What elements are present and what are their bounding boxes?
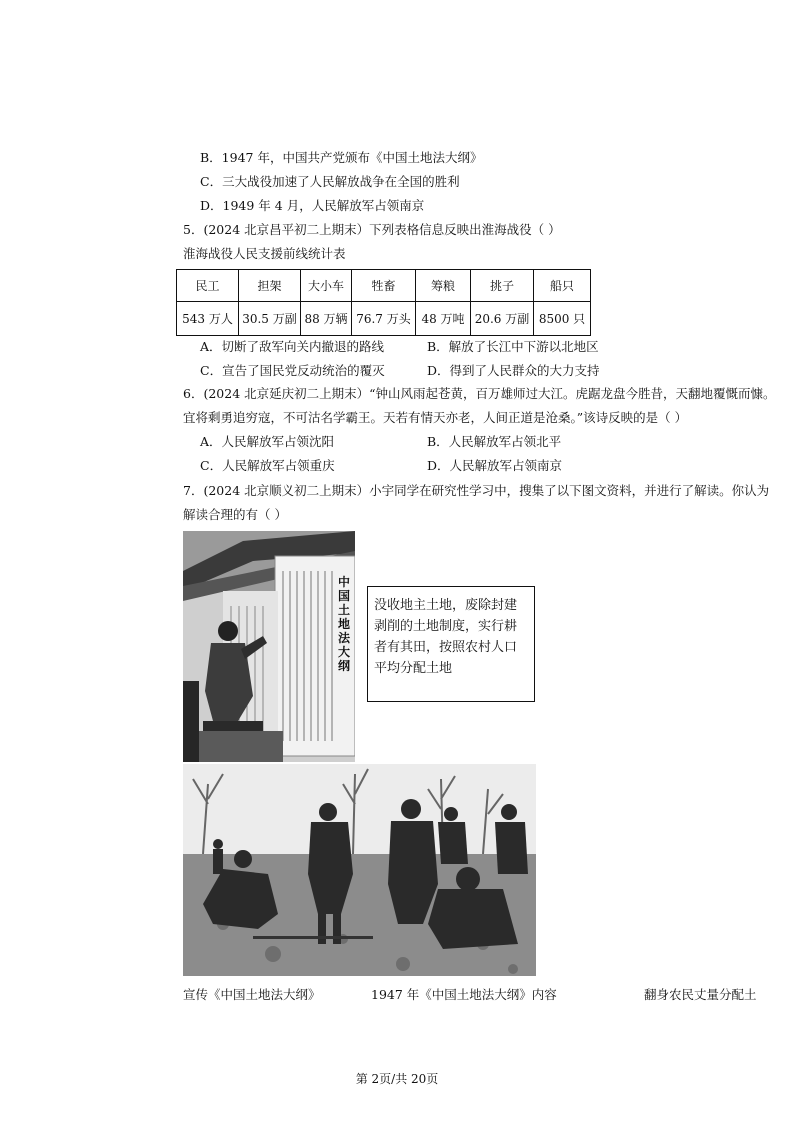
option-b: B．1947 年，中国共产党颁布《中国土地法大纲》 bbox=[200, 150, 483, 165]
q5-option-a: A．切断了敌军向关内撤退的路线 bbox=[200, 339, 385, 354]
land-measuring-photo bbox=[183, 764, 536, 976]
q7-stem-line2: 解读合理的有（ ） bbox=[183, 507, 287, 522]
table-value-cell: 88 万辆 bbox=[301, 302, 352, 336]
q5-table-title: 淮海战役人民支援前线统计表 bbox=[183, 246, 346, 261]
table-value-cell: 30.5 万副 bbox=[239, 302, 301, 336]
q7-stem-line1: 7．(2024 北京顺义初二上期末）小宇同学在研究性学习中，搜集了以下图文资料，并进行了解读。你认为 bbox=[183, 483, 770, 498]
table-header-cell: 船只 bbox=[534, 270, 591, 302]
page-footer: 第 2页/共 20页 bbox=[355, 1072, 439, 1086]
table-value-cell: 8500 只 bbox=[534, 302, 591, 336]
table-value-cell: 20.6 万副 bbox=[471, 302, 534, 336]
table-header-cell: 挑子 bbox=[471, 270, 534, 302]
q5-option-d: D．得到了人民群众的大力支持 bbox=[427, 363, 600, 378]
table-value-cell: 48 万吨 bbox=[416, 302, 471, 336]
q6-option-a: A．人民解放军占领沈阳 bbox=[200, 434, 335, 449]
table-header-cell: 民工 bbox=[177, 270, 239, 302]
table-value-cell: 76.7 万头 bbox=[352, 302, 416, 336]
option-d: D．1949 年 4 月，人民解放军占领南京 bbox=[200, 198, 425, 213]
q6-option-c: C．人民解放军占领重庆 bbox=[200, 458, 335, 473]
land-law-content-box: 没收地主土地，废除封建剥削的土地制度，实行耕者有其田，按照农村人口平均分配土地 bbox=[367, 586, 535, 702]
table-value-cell: 543 万人 bbox=[177, 302, 239, 336]
q6-stem-line2: 宜将剩勇追穷寇，不可沽名学霸王。天若有情天亦老，人间正道是沧桑。”该诗反映的是（ ） bbox=[183, 410, 688, 425]
q6-stem-line1: 6．(2024 北京延庆初二上期末）“钟山风雨起苍黄，百万雄师过大江。虎踞龙盘今胜昔，天翻地覆慨而慷。 bbox=[183, 386, 776, 401]
caption-law-content: 1947 年《中国土地法大纲》内容 bbox=[371, 987, 557, 1002]
table-header-cell: 牲畜 bbox=[352, 270, 416, 302]
poster-title: 中国土地法大纲 bbox=[338, 575, 351, 673]
support-stats-table bbox=[176, 269, 591, 336]
q5-stem: 5．(2024 北京昌平初二上期末）下列表格信息反映出淮海战役（ ） bbox=[183, 222, 561, 237]
table-header-cell: 担架 bbox=[239, 270, 301, 302]
q5-option-b: B．解放了长江中下游以北地区 bbox=[427, 339, 599, 354]
option-c: C．三大战役加速了人民解放战争在全国的胜利 bbox=[200, 174, 460, 189]
caption-poster: 宣传《中国土地法大纲》 bbox=[183, 987, 321, 1002]
q6-option-b: B．人民解放军占领北平 bbox=[427, 434, 562, 449]
poster-photo bbox=[183, 531, 355, 762]
table-header-cell: 筹粮 bbox=[416, 270, 471, 302]
caption-land-distribution: 翻身农民丈量分配土 bbox=[644, 987, 757, 1002]
q6-option-d: D．人民解放军占领南京 bbox=[427, 458, 563, 473]
q5-option-c: C．宣告了国民党反动统治的覆灭 bbox=[200, 363, 385, 378]
table-header-cell: 大小车 bbox=[301, 270, 352, 302]
